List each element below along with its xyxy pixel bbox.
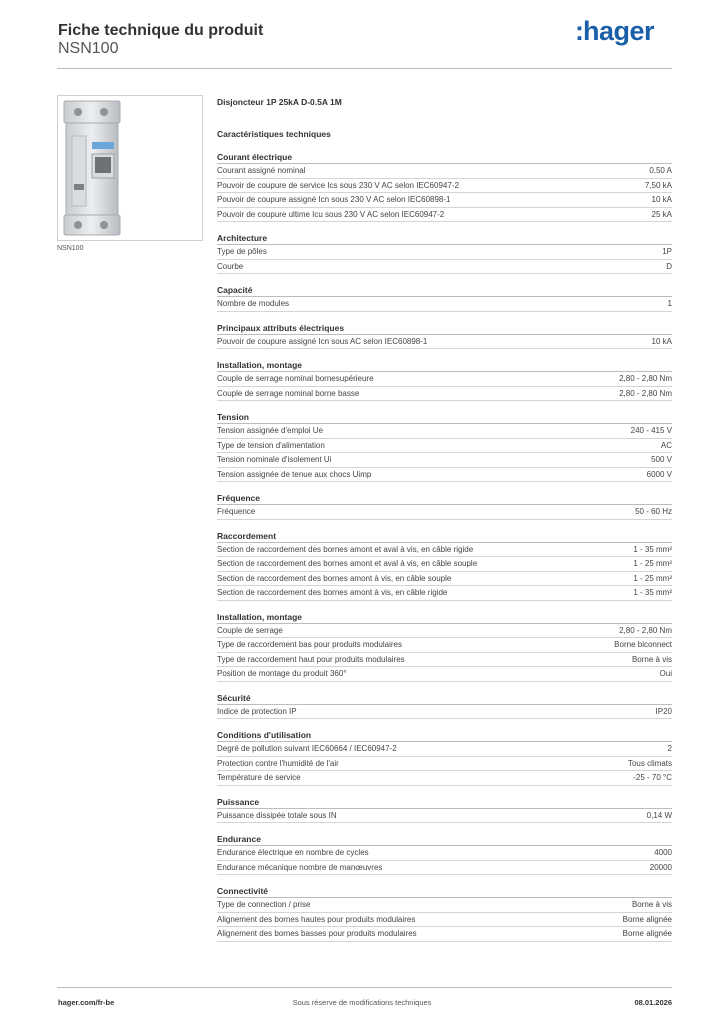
spec-label: Température de service xyxy=(217,773,301,782)
spec-row xyxy=(217,771,672,786)
spec-row xyxy=(217,505,672,520)
spec-row xyxy=(217,757,672,772)
product-image xyxy=(57,95,203,241)
spec-row xyxy=(217,742,672,757)
spec-group xyxy=(217,692,672,720)
spec-group xyxy=(217,492,672,520)
spec-row xyxy=(217,193,672,208)
spec-group-title: Puissance xyxy=(217,796,672,809)
spec-row xyxy=(217,179,672,194)
spec-label: Degré de pollution suivant IEC60664 / IEC60947-2 xyxy=(217,744,397,753)
spec-label: Pouvoir de coupure assigné Icn sous AC selon IEC60898-1 xyxy=(217,336,428,346)
spec-value: AC xyxy=(660,440,672,450)
spec-group xyxy=(217,611,672,682)
hager-logo xyxy=(575,16,654,47)
spec-label: Pouvoir de coupure ultime Icu sous 230 V AC selon IEC60947-2 xyxy=(217,209,445,219)
spec-group xyxy=(217,885,672,942)
spec-label: Indice de protection IP xyxy=(217,706,297,716)
spec-value: 7,50 kA xyxy=(644,180,672,190)
spec-row xyxy=(217,572,672,587)
spec-label: Section de raccordement des bornes amont et aval à vis, en câble souple xyxy=(217,559,478,568)
spec-group xyxy=(217,411,672,482)
spec-value: 25 kA xyxy=(651,209,672,219)
spec-label: Section de raccordement des bornes amont à vis, en câble souple xyxy=(217,573,452,583)
spec-row xyxy=(217,335,672,350)
spec-group xyxy=(217,322,672,350)
spec-row xyxy=(217,260,672,275)
spec-group xyxy=(217,359,672,401)
footer-date: 08.01.2026 xyxy=(634,998,672,1007)
spec-row xyxy=(217,468,672,483)
spec-row xyxy=(217,439,672,454)
spec-group-title: Installation, montage xyxy=(217,359,672,372)
spec-group-title: Architecture xyxy=(217,232,672,245)
spec-row xyxy=(217,624,672,639)
spec-label: Courbe xyxy=(217,261,244,271)
spec-label: Courant assigné nominal xyxy=(217,166,306,175)
footer-divider xyxy=(57,987,672,988)
spec-value: 20000 xyxy=(649,862,672,872)
spec-value: 2,80 - 2,80 Nm xyxy=(619,374,672,383)
logo-dots-icon: : xyxy=(574,16,582,46)
spec-label: Tension assignée d'emploi Ue xyxy=(217,426,324,435)
spec-row xyxy=(217,846,672,861)
spec-label: Couple de serrage nominal bornesupérieure xyxy=(217,374,374,383)
spec-group-title: Conditions d'utilisation xyxy=(217,729,672,742)
spec-row xyxy=(217,586,672,601)
spec-label: Type de pôles xyxy=(217,247,267,256)
spec-group xyxy=(217,796,672,824)
spec-row xyxy=(217,667,672,682)
spec-value: 4000 xyxy=(654,848,672,857)
spec-row xyxy=(217,453,672,468)
spec-value: D xyxy=(666,261,672,271)
spec-group-title: Sécurité xyxy=(217,692,672,705)
spec-value: 1 - 35 mm² xyxy=(633,588,672,597)
spec-label: Alignement des bornes hautes pour produits modulaires xyxy=(217,914,416,924)
spec-value: Borne alignée xyxy=(622,914,672,924)
spec-label: Pouvoir de coupure de service Ics sous 230 V AC selon IEC60947-2 xyxy=(217,180,459,190)
spec-row xyxy=(217,653,672,668)
spec-value: 10 kA xyxy=(651,336,672,346)
spec-label: Puissance dissipée totale sous IN xyxy=(217,810,337,820)
product-name: Disjoncteur 1P 25kA D-0.5A 1M xyxy=(217,97,342,107)
spec-value: 10 kA xyxy=(651,195,672,204)
spec-row xyxy=(217,164,672,179)
spec-label: Position de montage du produit 360° xyxy=(217,669,347,678)
spec-group xyxy=(217,530,672,601)
spec-label: Nombre de modules xyxy=(217,299,290,308)
spec-label: Couple de serrage xyxy=(217,625,283,635)
spec-row xyxy=(217,898,672,913)
spec-value: 0,14 W xyxy=(646,810,672,820)
spec-group xyxy=(217,833,672,875)
spec-value: Borne à vis xyxy=(631,654,672,664)
spec-group-title: Courant électrique xyxy=(217,151,672,164)
circuit-breaker-image xyxy=(58,96,202,240)
spec-value: 1P xyxy=(662,247,672,256)
spec-value: -25 - 70 °C xyxy=(633,773,672,782)
spec-row xyxy=(217,913,672,928)
spec-row xyxy=(217,809,672,824)
spec-value: 50 - 60 Hz xyxy=(635,507,672,516)
spec-group xyxy=(217,232,672,274)
spec-row xyxy=(217,208,672,223)
spec-label: Fréquence xyxy=(217,507,256,516)
spec-value: 1 - 25 mm² xyxy=(633,573,672,583)
spec-row xyxy=(217,387,672,402)
spec-group-title: Tension xyxy=(217,411,672,424)
spec-content xyxy=(217,97,672,952)
spec-row xyxy=(217,638,672,653)
spec-row xyxy=(217,245,672,260)
spec-group-title: Fréquence xyxy=(217,492,672,505)
spec-label: Tension nominale d'isolement Ui xyxy=(217,455,332,464)
spec-value: 1 xyxy=(667,299,672,308)
spec-group-title: Principaux attributs électriques xyxy=(217,322,672,335)
spec-label: Pouvoir de coupure assigné Icn sous 230 V AC selon IEC60898-1 xyxy=(217,195,451,204)
spec-group-title: Installation, montage xyxy=(217,611,672,624)
spec-group xyxy=(217,284,672,312)
spec-value: Borne alignée xyxy=(622,929,672,938)
spec-value: Borne à vis xyxy=(631,900,672,909)
spec-value: 0,50 A xyxy=(649,166,672,175)
spec-label: Protection contre l'humidité de l'air xyxy=(217,758,339,768)
page-title: Fiche technique du produit xyxy=(58,22,264,39)
header-divider xyxy=(57,68,672,69)
specs-heading: Caractéristiques techniques xyxy=(217,129,331,139)
spec-value: Oui xyxy=(659,669,672,678)
spec-label: Section de raccordement des bornes amont et aval à vis, en câble rigide xyxy=(217,544,474,554)
spec-row xyxy=(217,557,672,572)
spec-group-title: Endurance xyxy=(217,833,672,846)
spec-label: Endurance mécanique nombre de manœuvres xyxy=(217,862,383,872)
spec-group xyxy=(217,729,672,786)
footer-website[interactable]: hager.com/fr-be xyxy=(58,998,115,1007)
spec-row xyxy=(217,424,672,439)
logo-text: hager xyxy=(582,16,654,46)
spec-label: Type de connection / prise xyxy=(217,900,311,909)
spec-label: Type de tension d'alimentation xyxy=(217,440,325,450)
spec-row xyxy=(217,705,672,720)
spec-label: Type de raccordement haut pour produits modulaires xyxy=(217,654,405,664)
spec-value: IP20 xyxy=(655,706,672,716)
spec-group-title: Raccordement xyxy=(217,530,672,543)
spec-value: 1 - 35 mm² xyxy=(633,544,672,554)
spec-label: Alignement des bornes basses pour produits modulaires xyxy=(217,929,417,938)
footer-notice: Sous réserve de modifications techniques xyxy=(292,998,432,1007)
spec-value: Tous climats xyxy=(627,758,672,768)
spec-row xyxy=(217,297,672,312)
product-image-caption: NSN100 xyxy=(57,245,84,252)
spec-row xyxy=(217,372,672,387)
spec-label: Tension assignée de tenue aux chocs Uimp xyxy=(217,469,372,479)
spec-label: Endurance électrique en nombre de cycles xyxy=(217,848,369,857)
spec-value: Borne biconnect xyxy=(614,640,672,649)
spec-group xyxy=(217,151,672,222)
spec-value: 500 V xyxy=(651,455,672,464)
spec-row xyxy=(217,927,672,942)
spec-value: 2 xyxy=(667,744,672,753)
spec-label: Section de raccordement des bornes amont à vis, en câble rigide xyxy=(217,588,448,597)
spec-value: 2,80 - 2,80 Nm xyxy=(619,625,672,635)
spec-row xyxy=(217,861,672,876)
spec-label: Couple de serrage nominal borne basse xyxy=(217,388,360,398)
spec-value: 240 - 415 V xyxy=(630,426,672,435)
spec-group-title: Connectivité xyxy=(217,885,672,898)
spec-value: 6000 V xyxy=(646,469,672,479)
spec-value: 1 - 25 mm² xyxy=(633,559,672,568)
spec-row xyxy=(217,543,672,558)
spec-label: Type de raccordement bas pour produits modulaires xyxy=(217,640,402,649)
spec-value: 2,80 - 2,80 Nm xyxy=(619,388,672,398)
product-reference: NSN100 xyxy=(58,40,119,57)
spec-group-title: Capacité xyxy=(217,284,672,297)
spec-groups xyxy=(217,151,672,942)
